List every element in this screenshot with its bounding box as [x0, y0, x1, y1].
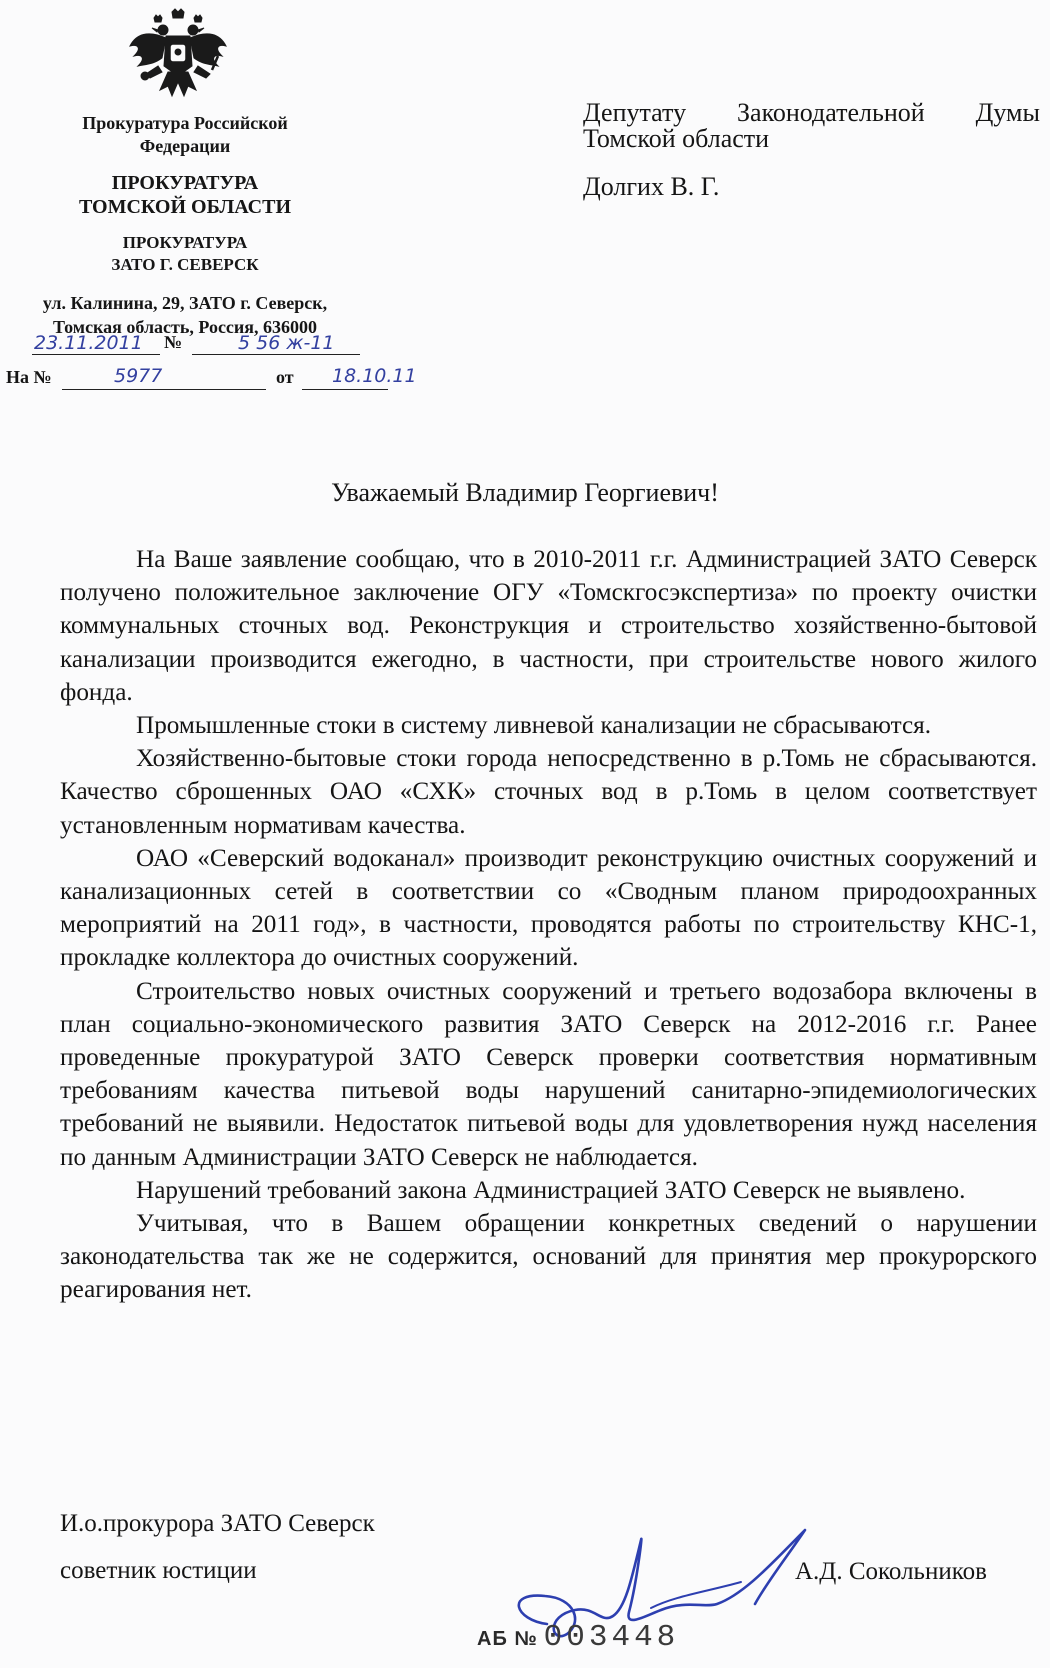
address-line2: Томская область, Россия, 636000 — [52, 317, 318, 337]
local-office-name — [40, 232, 330, 276]
body-paragraph: Промышленные стоки в систему ливневой канализации не сбрасываются. — [136, 712, 932, 740]
number-label: № — [164, 332, 183, 352]
addressee-name: Долгих В. Г. — [583, 172, 720, 201]
address-line1: ул. Калинина, 29, ЗАТО г. Северск, — [42, 293, 328, 313]
coat-of-arms-emblem — [128, 8, 228, 100]
serial-number: 003448 — [543, 1620, 680, 1655]
body-paragraph: Хозяйственно-бытовые стоки города непосредственно в р.Томь не сбрасываются. Качество сброшенных ОАО «СХК» сточных вод в р.Томь в целом соответствует установленным нормативам качества. — [60, 745, 1037, 839]
incoming-number: 5977 — [114, 365, 163, 387]
salutation: Уважаемый Владимир Георгиевич! — [331, 478, 719, 507]
addressee-line2: Томской области — [583, 124, 770, 153]
from-label: от — [276, 367, 294, 387]
org-name-line1: Прокуратура Российской — [82, 113, 288, 133]
addressee-block — [583, 100, 1040, 200]
addressee-word1: Депутату — [583, 98, 687, 127]
body-paragraph: ОАО «Северский водоканал» производит реконструкцию очистных сооружений и канализационных сетей в соответствии со «Сводным планом природоохранных мероприятий на 2011 год», в частности, проводятся работы по строительству КНС-1, прокладке коллектора до очистных сооружений. — [60, 844, 1037, 972]
local-office-line1: ПРОКУРАТУРА — [122, 233, 248, 252]
outgoing-reference-row — [0, 330, 380, 360]
addressee-word2: Законодательной — [737, 98, 925, 127]
body-paragraph: Строительство новых очистных сооружений и третьего водозабора включены в план социально-экономического развития ЗАТО Северск на 2012-2016 г.г. Ранее проведенные прокуратурой ЗАТО Северск проверки соответствия нормативным требованиям качества питьевой воды нарушений санитарно-эпидемиологических требований не выявили. Недостаток питьевой воды для удовлетворения нужд населения по данным Администрации ЗАТО Северск не наблюдается. — [60, 977, 1037, 1171]
local-office-line2: ЗАТО Г. СЕВЕРСК — [111, 255, 259, 274]
region-name-line2: ТОМСКОЙ ОБЛАСТИ — [78, 196, 292, 218]
outgoing-date: 23.11.2011 — [34, 332, 143, 354]
body-paragraph: На Ваше заявление сообщаю, что в 2010-2011 г.г. Администрацией ЗАТО Северск получено положительное заключение ОГУ «Томскгосэкспертиза» по проекту очистки коммунальных сточных вод. Реконструкция и строительство хозяйственно-бытовой канализации производится ежегодно, в частности, при строительстве нового жилого фонда. — [60, 546, 1037, 706]
region-name-line1: ПРОКУРАТУРА — [111, 172, 259, 194]
signer-rank: советник юстиции — [60, 1557, 257, 1584]
letter-body — [60, 543, 1037, 1307]
incoming-date: 18.10.11 — [332, 365, 417, 387]
org-name-line2: Федерации — [139, 136, 231, 156]
form-serial-number — [477, 1620, 679, 1655]
incoming-number-label: На № — [6, 367, 52, 387]
signer-name: А.Д. Сокольников — [795, 1558, 987, 1585]
signer-title: И.о.прокурора ЗАТО Северск — [60, 1510, 375, 1537]
serial-prefix: АБ № — [477, 1628, 538, 1650]
addressee-line1 — [583, 100, 1040, 126]
body-paragraph: Нарушений требований закона Администрацией ЗАТО Северск не выявлено. — [136, 1176, 966, 1204]
org-name — [40, 112, 330, 158]
addressee-word3: Думы — [975, 98, 1040, 127]
body-paragraph: Учитывая, что в Вашем обращении конкретных сведений о нарушении законодательства так же не содержится, оснований для принятия мер прокурорского реагирования нет. — [60, 1210, 1037, 1304]
outgoing-number: 5 56 ж-11 — [238, 332, 335, 354]
region-name — [40, 171, 330, 219]
incoming-reference-row — [0, 363, 417, 393]
